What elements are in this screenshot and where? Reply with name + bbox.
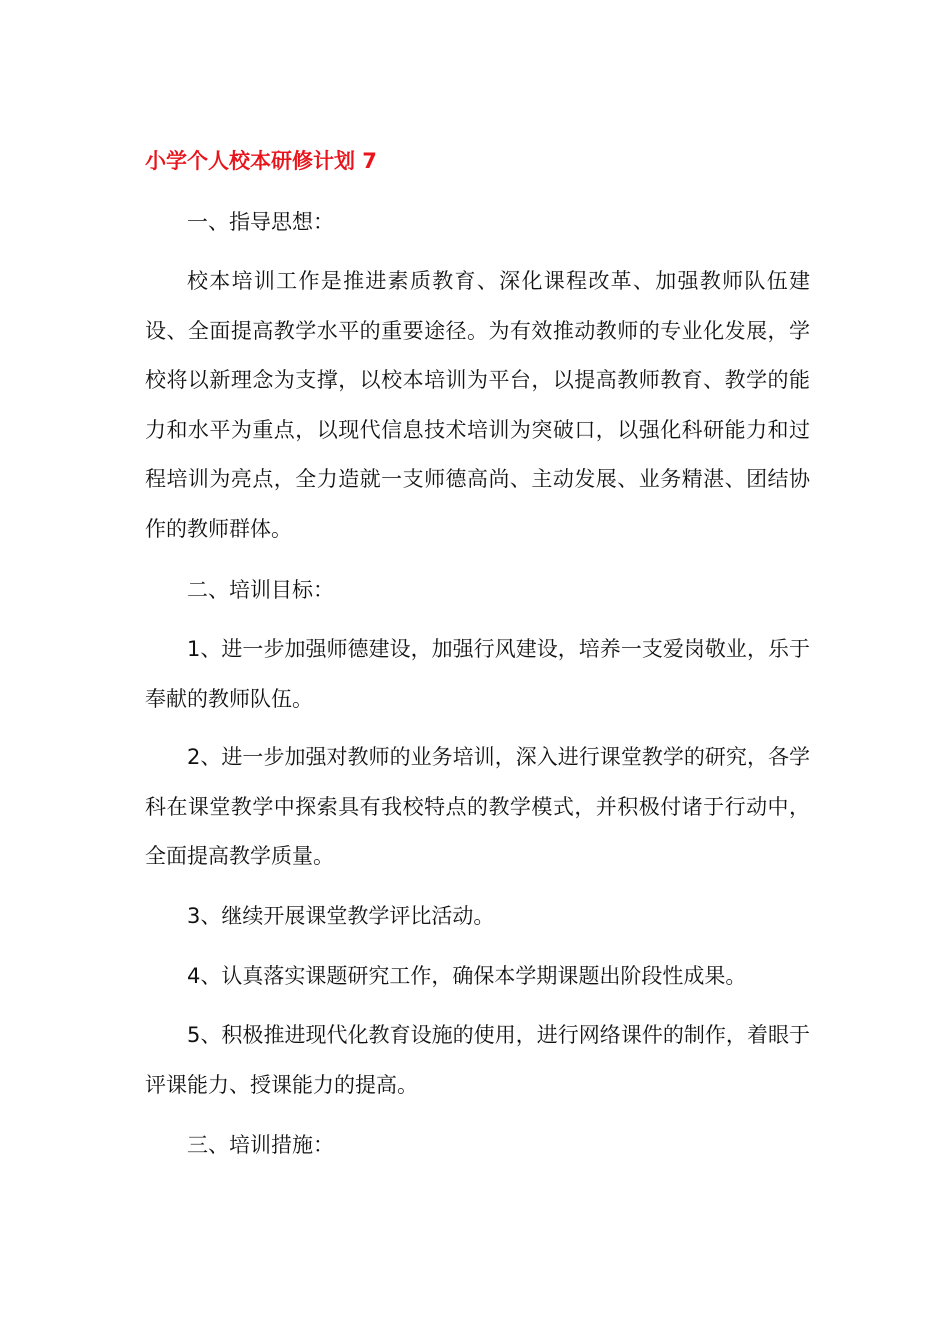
document-title: 小学个人校本研修计划 7 (145, 149, 377, 173)
goal-item-3: 3、继续开展课堂教学评比活动。 (187, 904, 495, 928)
section-heading-guiding-thought: 一、指导思想： (187, 210, 334, 234)
section-heading-training-measures: 三、培训措施： (187, 1133, 334, 1157)
section-heading-training-goals: 二、培训目标： (187, 578, 334, 602)
section-body-guiding-thought: 校本培训工作是推进素质教育、深化课程改革、加强教师队伍建设、全面提高教学水平的重要途径。为有效推动教师的专业化发展，学校将以新理念为支撑，以校本培训为平台，以提高教师教育、教学的能力和水平为重点，以现代信息技术培训为突破口，以强化科研能力和过程培训为亮点，全力造就一支师德高尚、主动发展、业务精湛、团结协作的教师群体。 (145, 269, 810, 541)
goal-item-4: 4、认真落实课题研究工作，确保本学期课题出阶段性成果。 (187, 964, 747, 988)
goal-item-1: 1、进一步加强师德建设，加强行风建设，培养一支爱岗敬业，乐于奉献的教师队伍。 (145, 637, 810, 711)
goal-item-5: 5、积极推进现代化教育设施的使用，进行网络课件的制作，着眼于评课能力、授课能力的提高。 (145, 1023, 810, 1097)
goal-item-2: 2、进一步加强对教师的业务培训，深入进行课堂教学的研究，各学科在课堂教学中探索具有我校特点的教学模式，并积极付诸于行动中，全面提高教学质量。 (145, 745, 810, 869)
